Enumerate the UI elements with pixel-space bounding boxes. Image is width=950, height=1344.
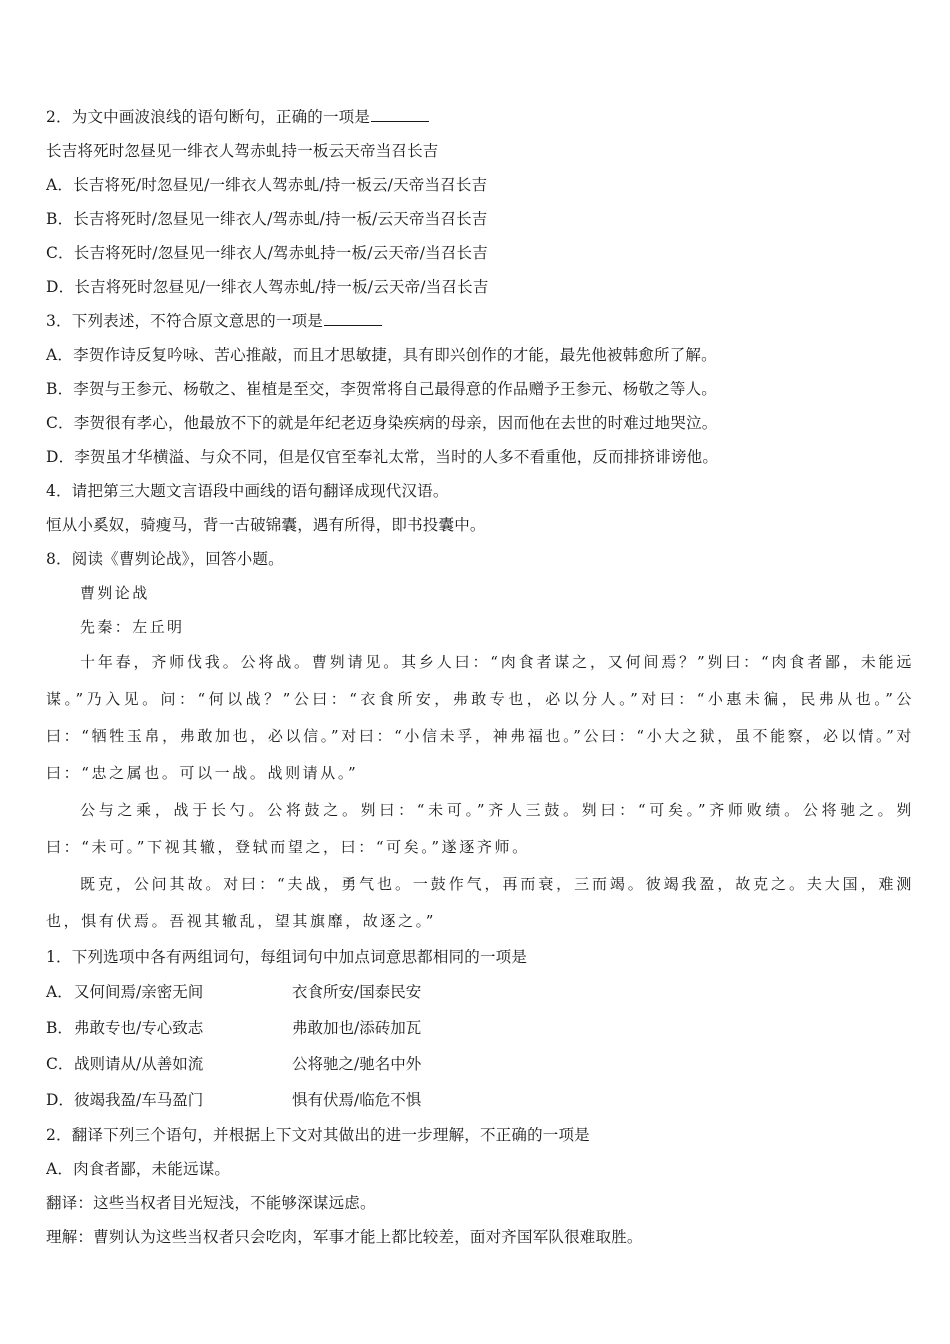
option-label: D． — [46, 278, 75, 296]
section8-stem: 8．阅读《曹刿论战》，回答小题。 — [46, 550, 284, 568]
option-pair-1: 弗敢专也/专心致志 — [74, 1019, 204, 1037]
passage-paragraph-1: 十年春，齐师伐我。公将战。曹刿请见。其乡人曰：“肉食者谋之，又何间焉？”刿曰：“肉食者鄙，未能远谋。”乃入见。问：“何以战？”公曰：“衣食所安，弗敢专也，必以分人。”对曰：“小惠未徧，民弗从也。”公曰：“牺牲玉帛，弗敢加也，必以信。”对曰：“小信未孚，神弗福也。”公曰：“小大之狱，虽不能察，必以情。”对曰：“忠之属也。可以一战。战则请从。” — [46, 653, 914, 782]
option-pair-2: 弗敢加也/添砖加瓦 — [292, 1019, 422, 1037]
option-pair-2: 惧有伏焉/临危不惧 — [292, 1091, 422, 1109]
option-pair-1: 战则请从/从善如流 — [74, 1055, 204, 1073]
option-label: A． — [46, 176, 74, 194]
q3-stem-text: 3．下列表述，不符合原文意思的一项是 — [46, 312, 323, 330]
subq1-option-a — [46, 974, 914, 1010]
answer-blank — [371, 105, 429, 122]
option-text: 李贺很有孝心，他最放不下的就是年纪老迈身染疾病的母亲，因而他在去世的时难过地哭泣。 — [73, 414, 718, 432]
option-label: D． — [46, 1091, 74, 1109]
option-label: B． — [46, 1019, 73, 1037]
option-label: C． — [46, 244, 74, 262]
answer-blank — [324, 309, 382, 326]
passage-title: 曹刿论战 — [80, 584, 150, 602]
subq1-stem: 1．下列选项中各有两组词句，每组词句中加点词意思都相同的一项是 — [46, 948, 528, 966]
q2-option-b — [46, 202, 914, 236]
subq2-translation: 翻译：这些当权者目光短浅，不能够深谋远虑。 — [46, 1194, 376, 1212]
q2-option-a — [46, 168, 914, 202]
option-pair-1: 又何间焉/亲密无间 — [74, 983, 204, 1001]
subq1-option-d — [46, 1082, 914, 1118]
option-text: 长吉将死/时忽昼见/一绯衣人驾赤虬/持一板云/天帝当召长吉 — [73, 176, 488, 194]
q3-option-c — [46, 406, 914, 440]
option-text: 李贺虽才华横溢、与众不同，但是仅官至奉礼太常，当时的人多不看重他，反而排挤诽谤他。 — [74, 448, 719, 466]
q3-option-b — [46, 372, 914, 406]
option-label: C． — [46, 414, 74, 432]
q2-option-d — [46, 270, 914, 304]
option-label: D． — [46, 448, 75, 466]
subq2-stem: 2．翻译下列三个语句，并根据上下文对其做出的进一步理解，不正确的一项是 — [46, 1126, 590, 1144]
option-label: A． — [46, 346, 74, 364]
q2-option-c — [46, 236, 914, 270]
q2-stem — [46, 100, 914, 134]
q3-option-a — [46, 338, 914, 372]
subq2-understanding: 理解：曹刿认为这些当权者只会吃肉，军事才能上都比较差，面对齐国军队很难取胜。 — [46, 1228, 643, 1246]
option-label: B． — [46, 210, 74, 228]
q3-option-d — [46, 440, 914, 474]
passage-paragraph-3: 既克，公问其故。对曰：“夫战，勇气也。一鼓作气，再而衰，三而竭。彼竭我盈，故克之。夫大国，难测也，惧有伏焉。吾视其辙乱，望其旗靡，故逐之。” — [46, 875, 914, 930]
option-pair-2: 公将驰之/驰名中外 — [292, 1055, 422, 1073]
option-text: 长吉将死时/忽昼见一绯衣人/驾赤虬/持一板/云天帝当召长吉 — [73, 210, 488, 228]
passage-body — [46, 644, 914, 940]
option-label: A． — [46, 983, 73, 1001]
document-page — [46, 100, 914, 1254]
subq2-option-a: A．肉食者鄙，未能远谋。 — [46, 1160, 231, 1178]
option-text: 长吉将死时忽昼见/一绯衣人驾赤虬/持一板/云天帝/当召长吉 — [74, 278, 489, 296]
q3-stem — [46, 304, 914, 338]
option-text: 长吉将死时/忽昼见一绯衣人/驾赤虬持一板/云天帝/当召长吉 — [73, 244, 488, 262]
q2-stem-text: 2．为文中画波浪线的语句断句，正确的一项是 — [46, 108, 371, 126]
passage-paragraph-2: 公与之乘，战于长勺。公将鼓之。刿曰：“未可。”齐人三鼓。刿曰：“可矣。”齐师败绩。公将驰之。刿曰：“未可。”下视其辙，登轼而望之，曰：“可矣。”遂逐齐师。 — [46, 801, 914, 856]
option-label: B． — [46, 380, 74, 398]
option-text: 李贺作诗反复吟咏、苦心推敲，而且才思敏捷，具有即兴创作的才能，最先他被韩愈所了解。 — [73, 346, 717, 364]
q4-sentence: 恒从小奚奴，骑瘦马，背一古破锦囊，遇有所得，即书投囊中。 — [46, 516, 486, 534]
q2-sentence: 长吉将死时忽昼见一绯衣人驾赤虬持一板云天帝当召长吉 — [46, 142, 439, 160]
q4-stem: 4．请把第三大题文言语段中画线的语句翻译成现代汉语。 — [46, 482, 449, 500]
subq1-option-b — [46, 1010, 914, 1046]
option-pair-1: 彼竭我盈/车马盈门 — [74, 1091, 204, 1109]
option-label: C． — [46, 1055, 74, 1073]
passage-author: 先秦：左丘明 — [80, 618, 185, 636]
option-text: 李贺与王参元、杨敬之、崔植是至交，李贺常将自己最得意的作品赠予王参元、杨敬之等人。 — [73, 380, 717, 398]
subq1-option-c — [46, 1046, 914, 1082]
option-pair-2: 衣食所安/国泰民安 — [292, 983, 422, 1001]
